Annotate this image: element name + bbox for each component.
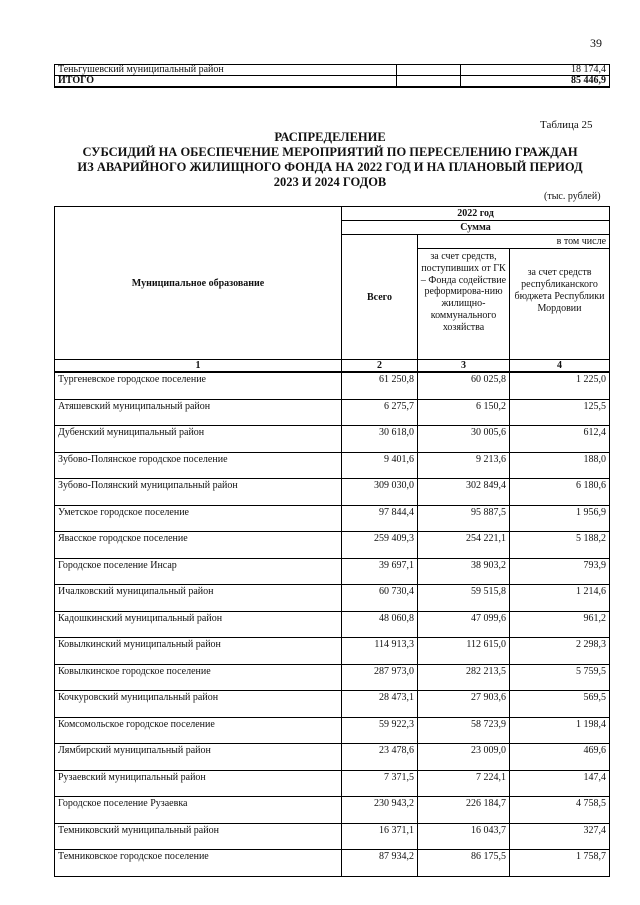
republic-cell: 188,0 bbox=[510, 452, 610, 479]
republic-cell: 1 225,0 bbox=[510, 372, 610, 399]
municipality-cell: Явасское городское поселение bbox=[55, 532, 342, 559]
total-cell: 61 250,8 bbox=[342, 372, 418, 399]
total-cell: 30 618,0 bbox=[342, 426, 418, 453]
table-row bbox=[55, 744, 610, 771]
empty-cell bbox=[397, 65, 461, 76]
units-label: (тыс. рублей) bbox=[544, 191, 601, 202]
fund-cell: 86 175,5 bbox=[418, 850, 510, 877]
document-title bbox=[40, 130, 620, 190]
table-row bbox=[55, 850, 610, 877]
republic-cell: 569,5 bbox=[510, 691, 610, 718]
column-index: 3 bbox=[418, 360, 510, 373]
page-number: 39 bbox=[590, 36, 602, 50]
header-total: Всего bbox=[342, 235, 418, 360]
municipality-cell: Кочкуровский муниципальный район bbox=[55, 691, 342, 718]
municipality-cell: Рузаевский муниципальный район bbox=[55, 770, 342, 797]
total-cell: 48 060,8 bbox=[342, 611, 418, 638]
header-including: в том числе bbox=[418, 235, 610, 249]
table-row bbox=[55, 558, 610, 585]
header-republic: за счет средств республиканского бюджета Республики Мордовии bbox=[510, 249, 610, 360]
municipality-cell: Зубово-Полянское городское поселение bbox=[55, 452, 342, 479]
republic-cell: 1 758,7 bbox=[510, 850, 610, 877]
republic-cell: 6 180,6 bbox=[510, 479, 610, 506]
fund-cell: 16 043,7 bbox=[418, 823, 510, 850]
total-cell: 230 943,2 bbox=[342, 797, 418, 824]
municipality-cell: Городское поселение Инсар bbox=[55, 558, 342, 585]
fund-cell: 58 723,9 bbox=[418, 717, 510, 744]
republic-cell: 1 198,4 bbox=[510, 717, 610, 744]
table-row bbox=[55, 691, 610, 718]
republic-cell: 147,4 bbox=[510, 770, 610, 797]
fund-cell: 7 224,1 bbox=[418, 770, 510, 797]
total-cell: 7 371,5 bbox=[342, 770, 418, 797]
municipality-cell: Ковылкинское городское поселение bbox=[55, 664, 342, 691]
municipality-cell: Городское поселение Рузаевка bbox=[55, 797, 342, 824]
fund-cell: 282 213,5 bbox=[418, 664, 510, 691]
table-row bbox=[55, 797, 610, 824]
total-row bbox=[55, 76, 610, 88]
municipality-cell: Ковылкинский муниципальный район bbox=[55, 638, 342, 665]
column-index: 2 bbox=[342, 360, 418, 373]
column-index: 1 bbox=[55, 360, 342, 373]
header-fund: за счет средств, поступивших от ГК – Фонда содействие реформирова-нию жилищно-коммунального хозяйства bbox=[418, 249, 510, 360]
fund-cell: 38 903,2 bbox=[418, 558, 510, 585]
municipality-cell: Атяшевский муниципальный район bbox=[55, 399, 342, 426]
municipality-cell: Кадошкинский муниципальный район bbox=[55, 611, 342, 638]
fund-cell: 60 025,8 bbox=[418, 372, 510, 399]
table-row bbox=[55, 372, 610, 399]
republic-cell: 5 759,5 bbox=[510, 664, 610, 691]
table-row bbox=[55, 426, 610, 453]
fund-cell: 27 903,6 bbox=[418, 691, 510, 718]
header-municipality: Муниципальное образование bbox=[55, 207, 342, 360]
municipality-cell: Дубенский муниципальный район bbox=[55, 426, 342, 453]
table-row bbox=[55, 479, 610, 506]
table-row bbox=[55, 717, 610, 744]
republic-cell: 612,4 bbox=[510, 426, 610, 453]
fund-cell: 302 849,4 bbox=[418, 479, 510, 506]
total-cell: 87 934,2 bbox=[342, 850, 418, 877]
municipality-cell: Зубово-Полянский муниципальный район bbox=[55, 479, 342, 506]
table-row bbox=[55, 532, 610, 559]
table-row bbox=[55, 399, 610, 426]
header-year: 2022 год bbox=[342, 207, 610, 221]
total-cell: 60 730,4 bbox=[342, 585, 418, 612]
total-cell: 259 409,3 bbox=[342, 532, 418, 559]
fund-cell: 23 009,0 bbox=[418, 744, 510, 771]
row-value: 85 446,9 bbox=[461, 76, 610, 88]
fund-cell: 226 184,7 bbox=[418, 797, 510, 824]
title-line: 2023 И 2024 ГОДОВ bbox=[273, 175, 387, 189]
total-cell: 28 473,1 bbox=[342, 691, 418, 718]
total-cell: 23 478,6 bbox=[342, 744, 418, 771]
row-name: Теньгушевский муниципальный район bbox=[55, 65, 397, 76]
fund-cell: 254 221,1 bbox=[418, 532, 510, 559]
table-row bbox=[55, 823, 610, 850]
fund-cell: 95 887,5 bbox=[418, 505, 510, 532]
header-sum: Сумма bbox=[342, 221, 610, 235]
total-cell: 6 275,7 bbox=[342, 399, 418, 426]
table-row bbox=[55, 65, 610, 76]
fund-cell: 30 005,6 bbox=[418, 426, 510, 453]
total-cell: 114 913,3 bbox=[342, 638, 418, 665]
title-line: ИЗ АВАРИЙНОГО ЖИЛИЩНОГО ФОНДА НА 2022 ГОД И НА ПЛАНОВЫЙ ПЕРИОД bbox=[77, 160, 583, 174]
republic-cell: 469,6 bbox=[510, 744, 610, 771]
distribution-table bbox=[54, 206, 610, 877]
municipality-cell: Темниковский муниципальный район bbox=[55, 823, 342, 850]
republic-cell: 793,9 bbox=[510, 558, 610, 585]
republic-cell: 5 188,2 bbox=[510, 532, 610, 559]
table-row bbox=[55, 664, 610, 691]
total-cell: 97 844,4 bbox=[342, 505, 418, 532]
republic-cell: 1 214,6 bbox=[510, 585, 610, 612]
table-row bbox=[55, 452, 610, 479]
table-row bbox=[55, 770, 610, 797]
republic-cell: 125,5 bbox=[510, 399, 610, 426]
row-value: 18 174,4 bbox=[461, 65, 610, 76]
municipality-cell: Темниковское городское поселение bbox=[55, 850, 342, 877]
row-name: ИТОГО bbox=[55, 76, 397, 88]
municipality-cell: Комсомольское городское поселение bbox=[55, 717, 342, 744]
previous-table-tail bbox=[54, 64, 610, 88]
republic-cell: 327,4 bbox=[510, 823, 610, 850]
table-row bbox=[55, 505, 610, 532]
table-row bbox=[55, 611, 610, 638]
fund-cell: 112 615,0 bbox=[418, 638, 510, 665]
fund-cell: 9 213,6 bbox=[418, 452, 510, 479]
republic-cell: 1 956,9 bbox=[510, 505, 610, 532]
republic-cell: 4 758,5 bbox=[510, 797, 610, 824]
municipality-cell: Лямбирский муниципальный район bbox=[55, 744, 342, 771]
total-cell: 287 973,0 bbox=[342, 664, 418, 691]
title-line: РАСПРЕДЕЛЕНИЕ bbox=[274, 130, 386, 144]
republic-cell: 961,2 bbox=[510, 611, 610, 638]
table-number-label: Таблица 25 bbox=[540, 119, 593, 131]
total-cell: 309 030,0 bbox=[342, 479, 418, 506]
total-cell: 39 697,1 bbox=[342, 558, 418, 585]
municipality-cell: Уметское городское поселение bbox=[55, 505, 342, 532]
column-index: 4 bbox=[510, 360, 610, 373]
total-cell: 59 922,3 bbox=[342, 717, 418, 744]
table-row bbox=[55, 638, 610, 665]
table-body bbox=[55, 372, 610, 876]
empty-cell bbox=[397, 76, 461, 88]
fund-cell: 47 099,6 bbox=[418, 611, 510, 638]
municipality-cell: Ичалковский муниципальный район bbox=[55, 585, 342, 612]
total-cell: 16 371,1 bbox=[342, 823, 418, 850]
title-line: СУБСИДИЙ НА ОБЕСПЕЧЕНИЕ МЕРОПРИЯТИЙ ПО ПЕРЕСЕЛЕНИЮ ГРАЖДАН bbox=[82, 145, 578, 159]
municipality-cell: Тургеневское городское поселение bbox=[55, 372, 342, 399]
table-row bbox=[55, 585, 610, 612]
republic-cell: 2 298,3 bbox=[510, 638, 610, 665]
fund-cell: 59 515,8 bbox=[418, 585, 510, 612]
total-cell: 9 401,6 bbox=[342, 452, 418, 479]
fund-cell: 6 150,2 bbox=[418, 399, 510, 426]
